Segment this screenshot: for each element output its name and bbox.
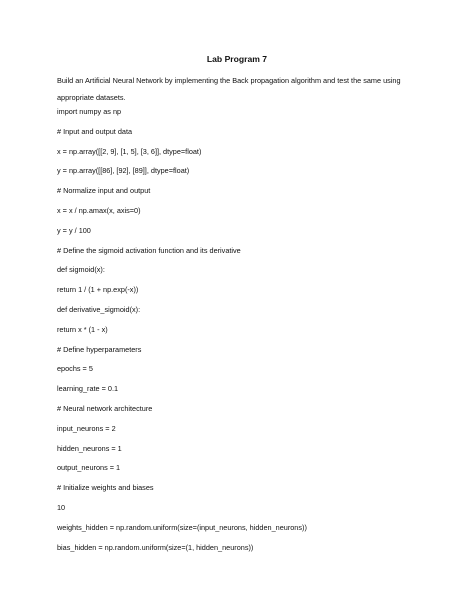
code-line: # Normalize input and output bbox=[57, 186, 151, 196]
code-line: hidden_neurons = 1 bbox=[57, 443, 122, 453]
code-line: # Initialize weights and biases bbox=[57, 483, 154, 493]
code-listing bbox=[57, 107, 437, 562]
code-line: x = np.array([[2, 9], [1, 5], [3, 6]], dtype=float) bbox=[57, 146, 202, 156]
code-line: import numpy as np bbox=[57, 107, 122, 116]
code-line: weights_hidden = np.random.uniform(size=(input_neurons, hidden_neurons)) bbox=[57, 522, 307, 532]
code-line: # Neural network architecture bbox=[57, 403, 153, 413]
code-line: def derivative_sigmoid(x): bbox=[57, 304, 141, 314]
code-line: x = x / np.amax(x, axis=0) bbox=[57, 205, 141, 215]
code-line: output_neurons = 1 bbox=[57, 463, 121, 473]
intro-paragraph: Build an Artificial Neural Network by implementing the Back propagation algorithm and test the same using appropriate datasets. bbox=[57, 76, 401, 102]
code-line: input_neurons = 2 bbox=[57, 423, 116, 433]
code-line: # Input and output data bbox=[57, 126, 133, 136]
code-line: y = np.array([[86], [92], [89]], dtype=float) bbox=[57, 166, 190, 176]
code-line: def sigmoid(x): bbox=[57, 265, 105, 275]
code-line: epochs = 5 bbox=[57, 364, 93, 374]
code-line: learning_rate = 0.1 bbox=[57, 384, 119, 394]
code-line: 10 bbox=[57, 502, 66, 512]
document-title: Lab Program 7 bbox=[206, 54, 268, 64]
code-line: return x * (1 - x) bbox=[57, 324, 108, 334]
code-line: bias_hidden = np.random.uniform(size=(1, hidden_neurons)) bbox=[57, 542, 254, 552]
code-line: # Define the sigmoid activation function and its derivative bbox=[57, 245, 241, 255]
code-line: return 1 / (1 + np.exp(-x)) bbox=[57, 285, 139, 295]
code-line: y = y / 100 bbox=[57, 225, 91, 235]
code-line: # Define hyperparameters bbox=[57, 344, 142, 354]
